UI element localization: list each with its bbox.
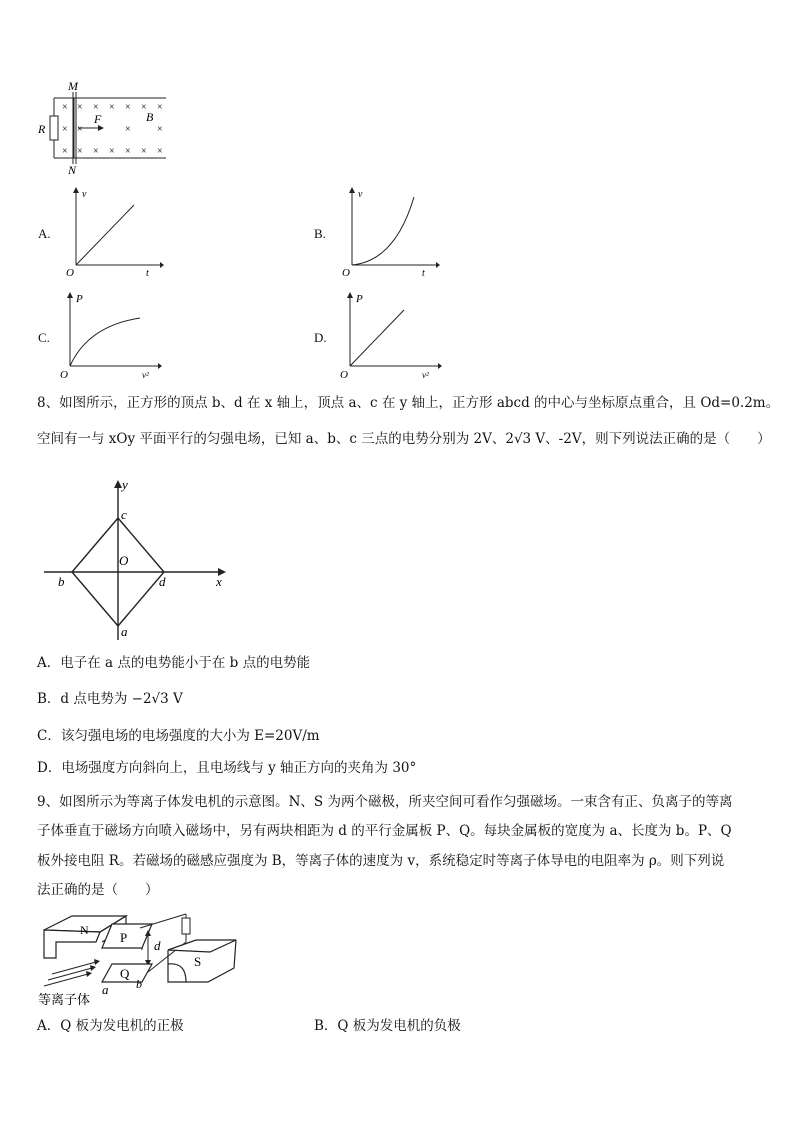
label-N: N [68,163,77,176]
x-axis-label: v² [142,370,149,380]
label-N: N [80,923,89,937]
q9-option-a: A．Q 板为发电机的正极 [37,1018,184,1034]
q9-stem-line3: 板外接电阻 R。若磁场的磁感应强度为 B，等离子体的速度为 v，系统稳定时等离子体导电的电阻率为 ρ。则下列说 [37,853,725,869]
label-y: y [122,477,128,492]
q9-option-b: B．Q 板为发电机的负极 [314,1018,461,1034]
option-a-graph [64,185,164,277]
option-d-label: D. [314,330,327,345]
field-cross: × [109,102,115,113]
field-cross: × [77,146,83,157]
field-cross: × [77,102,83,113]
q9-plasma-generator-figure [36,906,248,1006]
field-cross: × [62,124,68,135]
q9-stem-line4: 法正确的是（ ） [37,882,159,898]
label-Q: Q [120,966,130,981]
q8-option-c: C．该匀强电场的电场强度的大小为 E=20V/m [37,728,320,744]
q8-option-b: B．d 点电势为 −2√3 V [37,691,183,707]
q8-stem-line2: 空间有一与 xOy 平面平行的匀强电场，已知 a、b、c 三点的电势分别为 2V、2√3 V、-2V，则下列说法正确的是（ ） [37,431,771,447]
label-B: B [146,110,154,124]
q8-stem-line1: 8、如图所示，正方形的顶点 b、d 在 x 轴上，顶点 a、c 在 y 轴上，正方形 abcd 的中心与坐标原点重合，且 Od=0.2m。 [37,395,780,411]
origin-label: O [342,267,350,277]
field-cross: × [93,146,99,157]
option-b-graph [340,185,440,277]
label-S: S [194,954,202,969]
field-cross: × [157,102,163,113]
option-c-label: C. [38,330,50,345]
label-a: a [102,982,109,997]
field-cross: × [157,124,163,135]
q8-option-d: D．电场强度方向斜向上，且电场线与 y 轴正方向的夹角为 30° [37,760,417,776]
y-axis-label: P [356,293,363,305]
option-a-label: A. [38,226,51,241]
option-b-label: B. [314,226,326,241]
origin-label: O [340,369,348,380]
q9-stem-line1: 9、如图所示为等离子体发电机的示意图。N、S 为两个磁极，所夹空间可看作匀强磁场。一束含有正、负离子的等离 [37,794,733,810]
label-P: P [120,930,128,945]
field-cross: × [93,102,99,113]
label-x: x [216,574,222,589]
label-c: c [121,507,127,522]
label-plasma: 等离子体 [38,992,91,1006]
field-cross: × [157,146,163,157]
label-F: F [94,112,102,126]
y-axis-label: v [82,189,87,200]
field-cross: × [77,124,83,135]
label-d: d [154,938,161,953]
field-cross: × [62,146,68,157]
field-cross: × [125,124,131,135]
field-cross: × [125,146,131,157]
q8-option-a: A．电子在 a 点的电势能小于在 b 点的电势能 [37,655,311,671]
x-axis-label: v² [422,370,429,380]
label-M: M [68,80,78,93]
field-cross: × [62,102,68,113]
option-c-graph [58,290,164,380]
y-axis-label: v [358,189,363,200]
y-axis-label: P [76,293,83,305]
field-cross: × [125,102,131,113]
label-b: b [136,977,142,991]
option-d-graph [338,290,444,380]
field-cross: × [109,146,115,157]
q7-circuit-figure [36,80,176,176]
label-O: O [119,553,129,568]
x-axis-label: t [146,268,149,277]
q8-square-figure [40,476,240,642]
origin-label: O [66,267,74,277]
label-R: R [38,122,46,136]
origin-label: O [60,369,68,380]
q9-stem-line2: 子体垂直于磁场方向喷入磁场中，另有两块相距为 d 的平行金属板 P、Q。每块金属板的宽度为 a、长度为 b。P、Q [37,823,732,839]
label-d: d [159,574,166,589]
field-cross: × [141,102,147,113]
x-axis-label: t [422,268,425,277]
label-a: a [121,624,128,639]
field-cross: × [141,146,147,157]
label-b: b [58,574,65,589]
